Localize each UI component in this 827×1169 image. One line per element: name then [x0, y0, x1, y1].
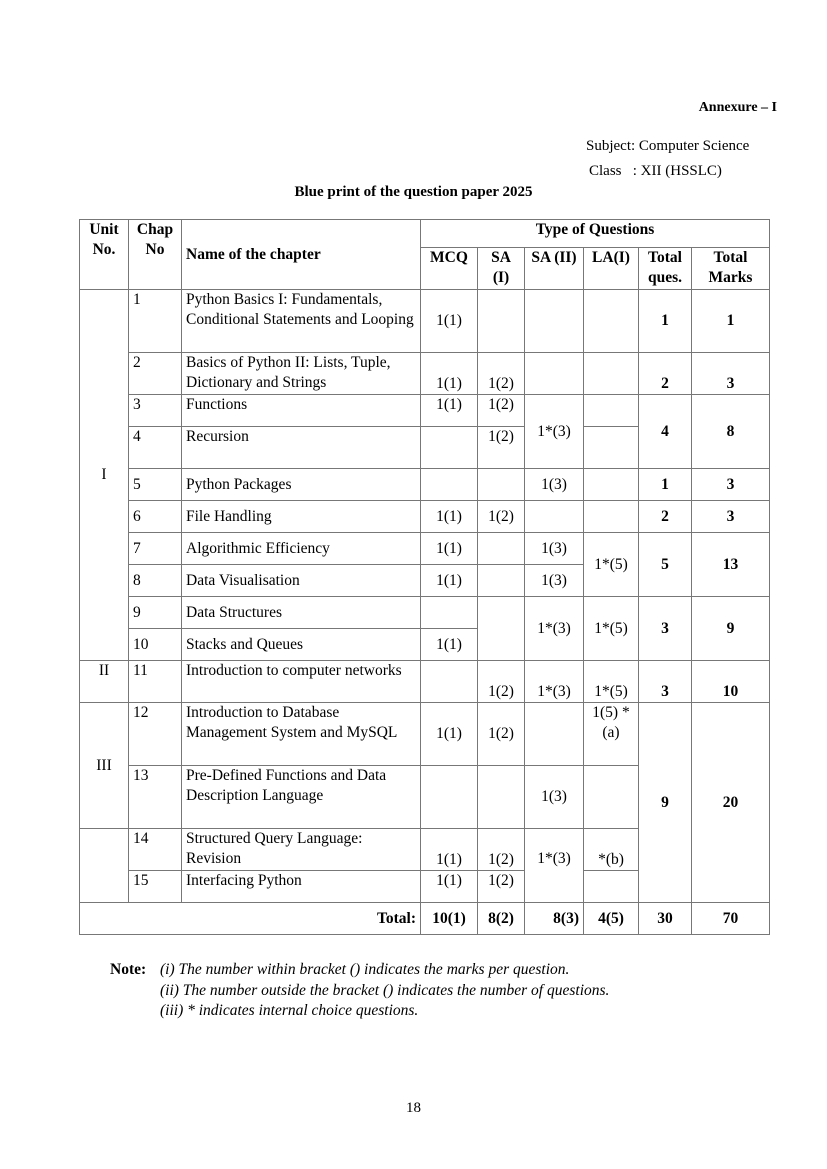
- mcq-cell: [421, 766, 478, 829]
- total-ques-cell: 9: [639, 703, 692, 903]
- total-mcq: 10(1): [421, 903, 478, 935]
- chap-no: 2: [129, 353, 182, 395]
- total-la1: 4(5): [584, 903, 639, 935]
- header-chapter-name: Name of the chapter: [182, 220, 421, 290]
- total-row: [80, 903, 770, 935]
- table-row: [80, 290, 770, 353]
- sa2-cell: [525, 501, 584, 533]
- header-total-ques: Total ques.: [639, 248, 692, 290]
- chap-name: Introduction to computer networks: [182, 661, 421, 703]
- header-mcq: MCQ: [421, 248, 478, 290]
- sa2-cell: 1*(3): [525, 597, 584, 661]
- chap-name: Pre-Defined Functions and Data Description Language: [182, 766, 421, 829]
- header-unit: Unit No.: [80, 220, 129, 290]
- total-marks-cell: 1: [692, 290, 770, 353]
- chap-no: 5: [129, 469, 182, 501]
- unit-cell: III: [80, 703, 129, 829]
- chap-name: Data Structures: [182, 597, 421, 629]
- sa1-cell: 1(2): [478, 501, 525, 533]
- sa2-cell: 1*(3): [525, 829, 584, 903]
- unit-cell-empty: [80, 829, 129, 871]
- total-sa1: 8(2): [478, 903, 525, 935]
- sa1-cell: 1(2): [478, 829, 525, 871]
- chap-name: Algorithmic Efficiency: [182, 533, 421, 565]
- sa1-cell: 1(2): [478, 661, 525, 703]
- la1-cell: 1(5) *(a): [584, 703, 639, 766]
- chap-no: 6: [129, 501, 182, 533]
- sa1-cell: 1(2): [478, 353, 525, 395]
- chap-name: Interfacing Python: [182, 871, 421, 903]
- mcq-cell: 1(1): [421, 533, 478, 565]
- table-row: [80, 395, 770, 427]
- note-line: (iii) * indicates internal choice questions.: [160, 1002, 419, 1019]
- page-number: 18: [406, 1100, 421, 1116]
- sa2-cell: 1(3): [525, 469, 584, 501]
- chap-no: 1: [129, 290, 182, 353]
- sa1-cell: 1(2): [478, 427, 525, 469]
- mcq-cell: 1(1): [421, 565, 478, 597]
- note-block: [110, 960, 609, 1022]
- chap-no: 3: [129, 395, 182, 427]
- chap-no: 11: [129, 661, 182, 703]
- la1-cell: [584, 469, 639, 501]
- note-line: (ii) The number outside the bracket () indicates the number of questions.: [160, 981, 610, 999]
- la1-cell: [584, 427, 639, 469]
- blueprint-table: [79, 219, 770, 935]
- chap-name: Python Basics I: Fundamentals, Conditional Statements and Looping: [182, 290, 421, 353]
- header-sa2: SA (II): [525, 248, 584, 290]
- header-la1: LA(I): [584, 248, 639, 290]
- la1-cell: 1*(5): [584, 661, 639, 703]
- mcq-cell: 1(1): [421, 629, 478, 661]
- header-type-of-questions: Type of Questions: [421, 220, 770, 248]
- total-ques: 30: [639, 903, 692, 935]
- la1-cell: [584, 353, 639, 395]
- sa2-cell: 1*(3): [525, 395, 584, 469]
- total-marks-cell: 10: [692, 661, 770, 703]
- chap-no: 15: [129, 871, 182, 903]
- total-ques-cell: 3: [639, 661, 692, 703]
- chap-no: 14: [129, 829, 182, 871]
- la1-cell: [584, 290, 639, 353]
- total-marks-cell: 3: [692, 501, 770, 533]
- table-row: [80, 501, 770, 533]
- la1-cell: [584, 766, 639, 829]
- total-label: Total:: [80, 903, 421, 935]
- sa1-cell: [478, 565, 525, 597]
- chap-name: Python Packages: [182, 469, 421, 501]
- table-row: [80, 703, 770, 766]
- chap-name: Data Visualisation: [182, 565, 421, 597]
- mcq-cell: [421, 661, 478, 703]
- total-ques-cell: 5: [639, 533, 692, 597]
- sa1-cell: [478, 533, 525, 565]
- class-line: Class : XII (HSSLC): [589, 163, 722, 179]
- mcq-cell: 1(1): [421, 703, 478, 766]
- chap-no: 4: [129, 427, 182, 469]
- total-marks-cell: 8: [692, 395, 770, 469]
- unit-cell: I: [80, 290, 129, 661]
- la1-cell: [584, 871, 639, 903]
- chap-no: 13: [129, 766, 182, 829]
- chap-no: 12: [129, 703, 182, 766]
- total-marks-cell: 13: [692, 533, 770, 597]
- total-marks-cell: 3: [692, 353, 770, 395]
- mcq-cell: [421, 427, 478, 469]
- total-ques-cell: 1: [639, 469, 692, 501]
- header-sa1: SA (I): [478, 248, 525, 290]
- chap-no: 10: [129, 629, 182, 661]
- sa1-cell: [478, 766, 525, 829]
- chap-name: File Handling: [182, 501, 421, 533]
- sa2-cell: 1(3): [525, 533, 584, 565]
- table-row: [80, 469, 770, 501]
- total-ques-cell: 2: [639, 501, 692, 533]
- chap-no: 8: [129, 565, 182, 597]
- total-sa2: 8(3): [525, 903, 584, 935]
- la1-cell: *(b): [584, 829, 639, 871]
- sa1-cell: 1(2): [478, 871, 525, 903]
- table-row: [80, 661, 770, 703]
- chap-name: Structured Query Language: Revision: [182, 829, 421, 871]
- sa1-cell: 1(2): [478, 395, 525, 427]
- sa2-cell: 1*(3): [525, 661, 584, 703]
- mcq-cell: 1(1): [421, 871, 478, 903]
- chap-name: Basics of Python II: Lists, Tuple, Dictionary and Strings: [182, 353, 421, 395]
- unit-cell-empty: [80, 871, 129, 903]
- mcq-cell: 1(1): [421, 353, 478, 395]
- la1-cell: [584, 501, 639, 533]
- subject-line: Subject: Computer Science: [586, 138, 750, 154]
- total-ques-cell: 4: [639, 395, 692, 469]
- total-marks-cell: 3: [692, 469, 770, 501]
- la1-cell: 1*(5): [584, 533, 639, 597]
- mcq-cell: [421, 469, 478, 501]
- total-marks-cell: 9: [692, 597, 770, 661]
- chap-name: Functions: [182, 395, 421, 427]
- table-row: [80, 533, 770, 565]
- sa2-cell: 1(3): [525, 565, 584, 597]
- mcq-cell: 1(1): [421, 829, 478, 871]
- chap-name: Stacks and Queues: [182, 629, 421, 661]
- table-row: [80, 597, 770, 629]
- sa2-cell: 1(3): [525, 766, 584, 829]
- chap-no: 7: [129, 533, 182, 565]
- total-ques-cell: 1: [639, 290, 692, 353]
- total-ques-cell: 3: [639, 597, 692, 661]
- mcq-cell: [421, 597, 478, 629]
- mcq-cell: 1(1): [421, 290, 478, 353]
- sa1-cell: [478, 469, 525, 501]
- la1-cell: [584, 395, 639, 427]
- sa1-cell: 1(2): [478, 703, 525, 766]
- chap-name: Introduction to Database Management System and MySQL: [182, 703, 421, 766]
- header-total-marks: Total Marks: [692, 248, 770, 290]
- total-marks: 70: [692, 903, 770, 935]
- chap-name: Recursion: [182, 427, 421, 469]
- note-label: Note:: [110, 961, 147, 978]
- mcq-cell: 1(1): [421, 501, 478, 533]
- mcq-cell: 1(1): [421, 395, 478, 427]
- sa1-cell: [478, 290, 525, 353]
- header-chap: Chap No: [129, 220, 182, 290]
- total-ques-cell: 2: [639, 353, 692, 395]
- sa2-cell: [525, 703, 584, 766]
- la1-cell: 1*(5): [584, 597, 639, 661]
- unit-cell: II: [80, 661, 129, 703]
- document-title: Blue print of the question paper 2025: [294, 184, 533, 200]
- total-marks-cell: 20: [692, 703, 770, 903]
- chap-no: 9: [129, 597, 182, 629]
- table-row: [80, 353, 770, 395]
- sa1-cell: [478, 597, 525, 661]
- note-line: (i) The number within bracket () indicates the marks per question.: [160, 961, 570, 978]
- annexure-label: Annexure – I: [698, 100, 777, 115]
- sa2-cell: [525, 353, 584, 395]
- sa2-cell: [525, 290, 584, 353]
